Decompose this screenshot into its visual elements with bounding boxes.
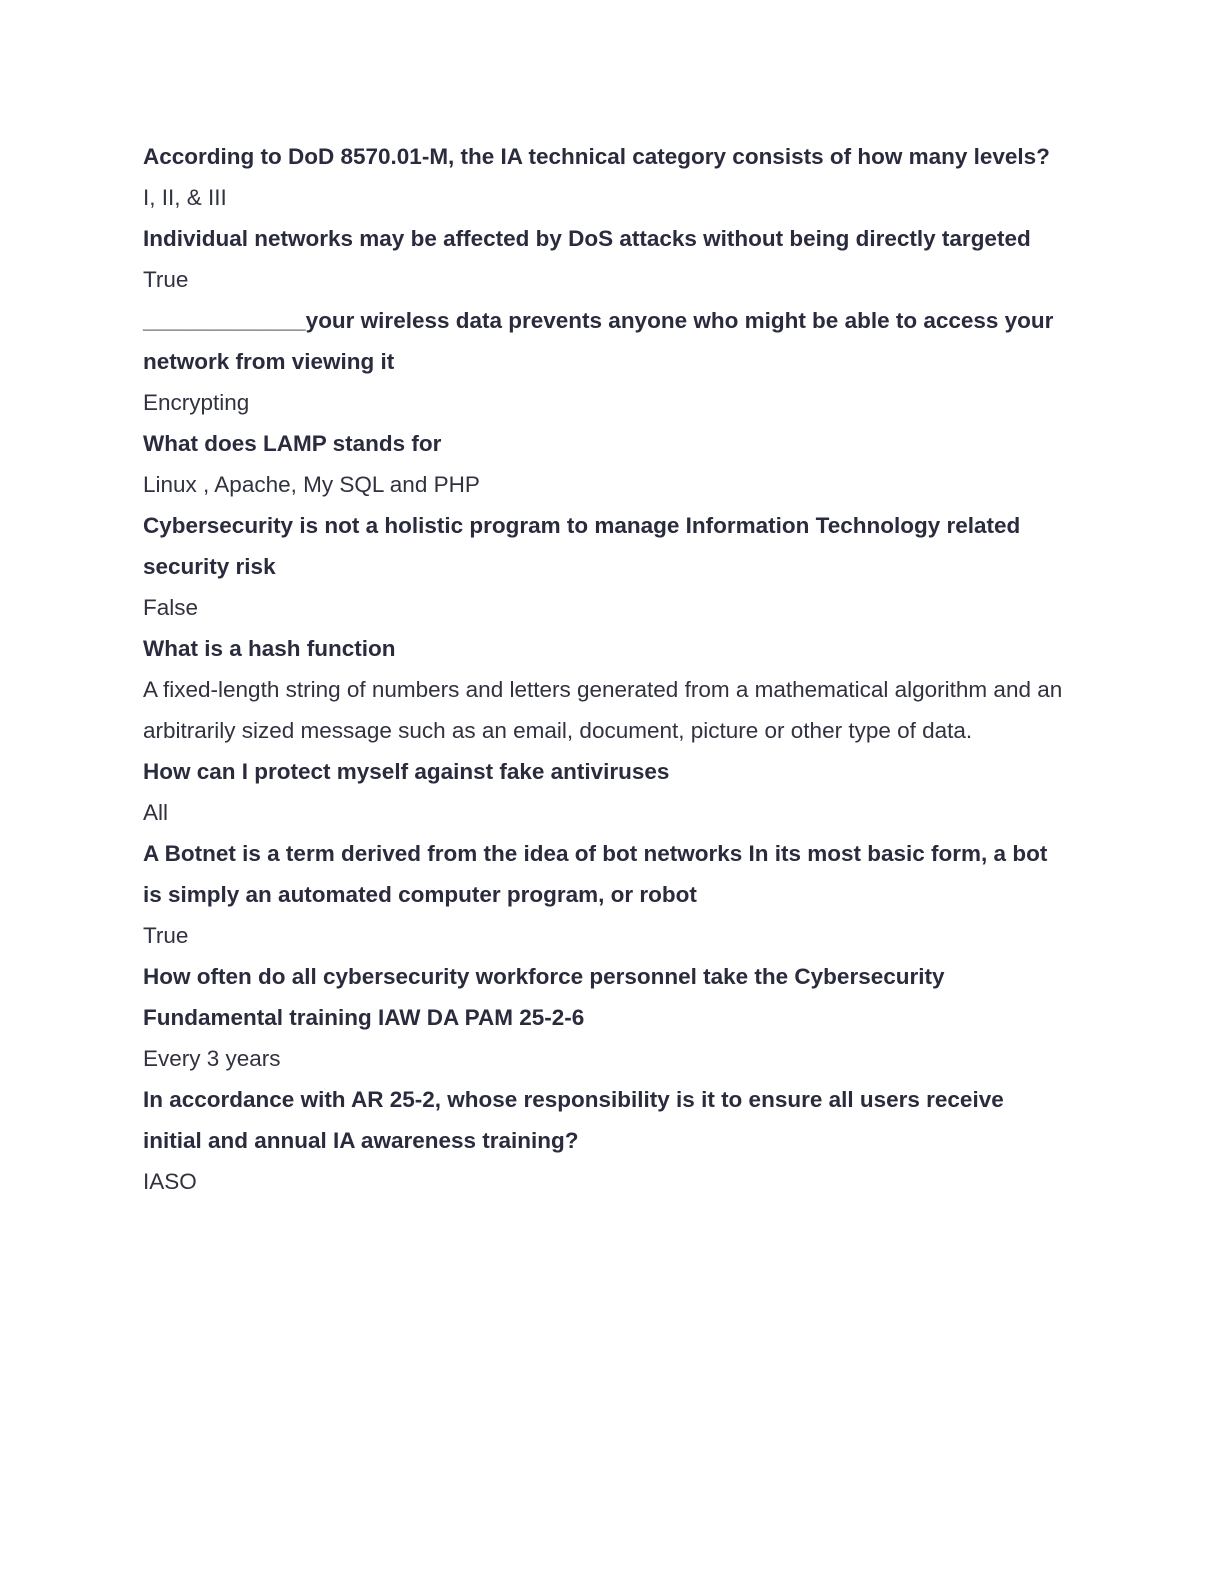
question-text: How often do all cybersecurity workforce personnel take the Cybersecurity Fundamental training IAW DA PAM 25-2-6 xyxy=(143,964,945,1030)
question-text: How can I protect myself against fake antiviruses xyxy=(143,759,670,784)
qa-item xyxy=(143,956,1068,1079)
answer-text: IASO xyxy=(143,1169,197,1194)
qa-item xyxy=(143,833,1068,956)
answer-text: Every 3 years xyxy=(143,1046,281,1071)
answer-text: I, II, & III xyxy=(143,185,227,210)
qa-item xyxy=(143,1079,1068,1202)
qa-item xyxy=(143,505,1068,628)
question-text: What does LAMP stands for xyxy=(143,431,442,456)
qa-item xyxy=(143,628,1068,751)
qa-item xyxy=(143,218,1068,300)
question-text: _____________your wireless data prevents anyone who might be able to access your network from viewing it xyxy=(143,308,1054,374)
question-text: What is a hash function xyxy=(143,636,396,661)
answer-text: True xyxy=(143,267,189,292)
question-text: In accordance with AR 25-2, whose responsibility is it to ensure all users receive initial and annual IA awareness training? xyxy=(143,1087,1004,1153)
question-text: A Botnet is a term derived from the idea of bot networks In its most basic form, a bot is simply an automated computer program, or robot xyxy=(143,841,1048,907)
qa-item xyxy=(143,300,1068,423)
answer-text: A fixed-length string of numbers and letters generated from a mathematical algorithm and an arbitrarily sized message such as an email, document, picture or other type of data. xyxy=(143,677,1063,743)
answer-text: Encrypting xyxy=(143,390,250,415)
answer-text: True xyxy=(143,923,189,948)
answer-text: All xyxy=(143,800,169,825)
qa-list xyxy=(143,136,1068,1202)
question-text: Individual networks may be affected by DoS attacks without being directly targeted xyxy=(143,226,1031,251)
qa-item xyxy=(143,423,1068,505)
answer-text: Linux , Apache, My SQL and PHP xyxy=(143,472,480,497)
qa-item xyxy=(143,751,1068,833)
question-text: Cybersecurity is not a holistic program to manage Information Technology related security risk xyxy=(143,513,1021,579)
qa-item xyxy=(143,136,1068,218)
question-text: According to DoD 8570.01-M, the IA technical category consists of how many levels? xyxy=(143,144,1050,169)
answer-text: False xyxy=(143,595,199,620)
